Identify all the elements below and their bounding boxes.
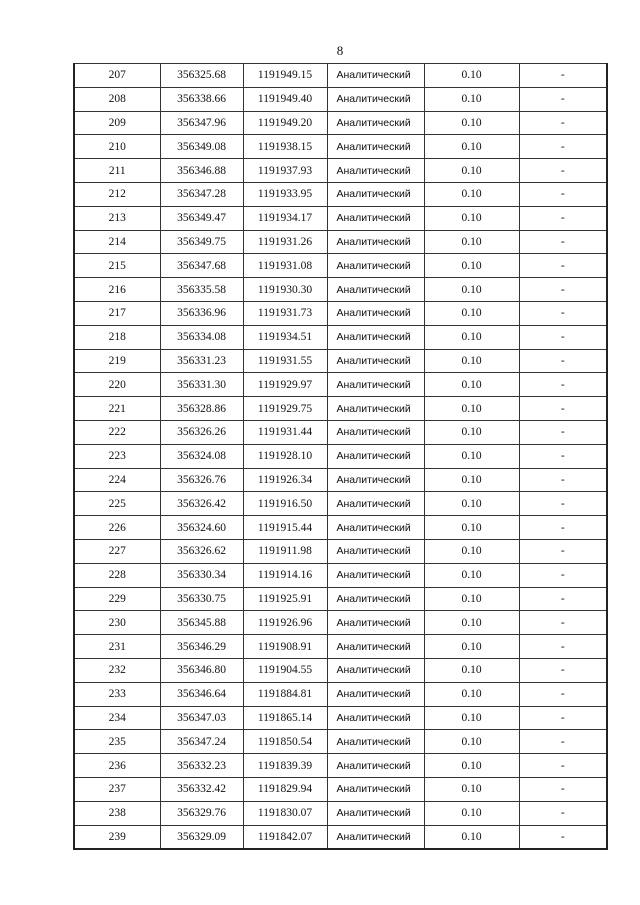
description-cell: - [519, 182, 607, 206]
y-coordinate-cell: 1191931.08 [243, 254, 327, 278]
table-row [74, 777, 607, 801]
table-row [74, 444, 607, 468]
y-coordinate-cell: 1191839.39 [243, 754, 327, 778]
accuracy-cell: 0.10 [424, 182, 519, 206]
description-cell: - [519, 587, 607, 611]
method-cell: Аналитический [327, 301, 424, 325]
description-cell: - [519, 635, 607, 659]
table-row [74, 64, 607, 88]
description-cell: - [519, 301, 607, 325]
method-cell: Аналитический [327, 325, 424, 349]
method-cell: Аналитический [327, 278, 424, 302]
table-row [74, 658, 607, 682]
table-row [74, 397, 607, 421]
accuracy-cell: 0.10 [424, 658, 519, 682]
page-number: 8 [336, 43, 344, 58]
accuracy-cell: 0.10 [424, 754, 519, 778]
description-cell: - [519, 706, 607, 730]
x-coordinate-cell: 356334.08 [160, 325, 243, 349]
x-coordinate-cell: 356329.76 [160, 801, 243, 825]
point-number-cell: 219 [74, 349, 160, 373]
point-number-cell: 239 [74, 825, 160, 849]
accuracy-cell: 0.10 [424, 325, 519, 349]
table-row [74, 706, 607, 730]
x-coordinate-cell: 356335.58 [160, 278, 243, 302]
method-cell: Аналитический [327, 111, 424, 135]
point-number-cell: 215 [74, 254, 160, 278]
y-coordinate-cell: 1191931.73 [243, 301, 327, 325]
description-cell: - [519, 825, 607, 849]
coordinates-table [73, 63, 608, 850]
description-cell: - [519, 420, 607, 444]
point-number-cell: 230 [74, 611, 160, 635]
accuracy-cell: 0.10 [424, 254, 519, 278]
method-cell: Аналитический [327, 159, 424, 183]
method-cell: Аналитический [327, 777, 424, 801]
accuracy-cell: 0.10 [424, 587, 519, 611]
accuracy-cell: 0.10 [424, 206, 519, 230]
description-cell: - [519, 111, 607, 135]
y-coordinate-cell: 1191925.91 [243, 587, 327, 611]
x-coordinate-cell: 356349.08 [160, 135, 243, 159]
point-number-cell: 228 [74, 563, 160, 587]
table-row [74, 801, 607, 825]
description-cell: - [519, 206, 607, 230]
method-cell: Аналитический [327, 754, 424, 778]
x-coordinate-cell: 356347.03 [160, 706, 243, 730]
point-number-cell: 229 [74, 587, 160, 611]
table-row [74, 349, 607, 373]
description-cell: - [519, 254, 607, 278]
accuracy-cell: 0.10 [424, 444, 519, 468]
description-cell: - [519, 159, 607, 183]
method-cell: Аналитический [327, 230, 424, 254]
method-cell: Аналитический [327, 64, 424, 88]
table-row [74, 754, 607, 778]
accuracy-cell: 0.10 [424, 301, 519, 325]
method-cell: Аналитический [327, 825, 424, 849]
x-coordinate-cell: 356346.88 [160, 159, 243, 183]
description-cell: - [519, 468, 607, 492]
description-cell: - [519, 230, 607, 254]
accuracy-cell: 0.10 [424, 278, 519, 302]
description-cell: - [519, 278, 607, 302]
point-number-cell: 218 [74, 325, 160, 349]
point-number-cell: 233 [74, 682, 160, 706]
accuracy-cell: 0.10 [424, 563, 519, 587]
description-cell: - [519, 492, 607, 516]
description-cell: - [519, 64, 607, 88]
point-number-cell: 211 [74, 159, 160, 183]
y-coordinate-cell: 1191865.14 [243, 706, 327, 730]
x-coordinate-cell: 356346.64 [160, 682, 243, 706]
x-coordinate-cell: 356324.60 [160, 516, 243, 540]
accuracy-cell: 0.10 [424, 706, 519, 730]
y-coordinate-cell: 1191850.54 [243, 730, 327, 754]
description-cell: - [519, 730, 607, 754]
x-coordinate-cell: 356326.76 [160, 468, 243, 492]
method-cell: Аналитический [327, 611, 424, 635]
description-cell: - [519, 682, 607, 706]
point-number-cell: 224 [74, 468, 160, 492]
accuracy-cell: 0.10 [424, 135, 519, 159]
method-cell: Аналитический [327, 468, 424, 492]
point-number-cell: 209 [74, 111, 160, 135]
method-cell: Аналитический [327, 682, 424, 706]
table-row [74, 587, 607, 611]
accuracy-cell: 0.10 [424, 349, 519, 373]
coordinates-table-body [74, 64, 607, 850]
y-coordinate-cell: 1191926.34 [243, 468, 327, 492]
accuracy-cell: 0.10 [424, 516, 519, 540]
description-cell: - [519, 349, 607, 373]
description-cell: - [519, 563, 607, 587]
y-coordinate-cell: 1191829.94 [243, 777, 327, 801]
y-coordinate-cell: 1191916.50 [243, 492, 327, 516]
method-cell: Аналитический [327, 563, 424, 587]
method-cell: Аналитический [327, 492, 424, 516]
y-coordinate-cell: 1191911.98 [243, 539, 327, 563]
y-coordinate-cell: 1191904.55 [243, 658, 327, 682]
table-row [74, 825, 607, 849]
point-number-cell: 237 [74, 777, 160, 801]
table-row [74, 420, 607, 444]
method-cell: Аналитический [327, 397, 424, 421]
method-cell: Аналитический [327, 420, 424, 444]
description-cell: - [519, 397, 607, 421]
y-coordinate-cell: 1191928.10 [243, 444, 327, 468]
point-number-cell: 226 [74, 516, 160, 540]
accuracy-cell: 0.10 [424, 397, 519, 421]
point-number-cell: 221 [74, 397, 160, 421]
accuracy-cell: 0.10 [424, 492, 519, 516]
method-cell: Аналитический [327, 730, 424, 754]
method-cell: Аналитический [327, 706, 424, 730]
accuracy-cell: 0.10 [424, 611, 519, 635]
table-row [74, 87, 607, 111]
method-cell: Аналитический [327, 206, 424, 230]
accuracy-cell: 0.10 [424, 64, 519, 88]
accuracy-cell: 0.10 [424, 87, 519, 111]
accuracy-cell: 0.10 [424, 373, 519, 397]
method-cell: Аналитический [327, 182, 424, 206]
table-row [74, 182, 607, 206]
y-coordinate-cell: 1191949.15 [243, 64, 327, 88]
point-number-cell: 232 [74, 658, 160, 682]
point-number-cell: 222 [74, 420, 160, 444]
description-cell: - [519, 325, 607, 349]
table-row [74, 254, 607, 278]
point-number-cell: 236 [74, 754, 160, 778]
y-coordinate-cell: 1191949.40 [243, 87, 327, 111]
description-cell: - [519, 516, 607, 540]
accuracy-cell: 0.10 [424, 111, 519, 135]
x-coordinate-cell: 356338.66 [160, 87, 243, 111]
x-coordinate-cell: 356326.62 [160, 539, 243, 563]
accuracy-cell: 0.10 [424, 420, 519, 444]
point-number-cell: 223 [74, 444, 160, 468]
x-coordinate-cell: 356326.26 [160, 420, 243, 444]
x-coordinate-cell: 356346.80 [160, 658, 243, 682]
table-row [74, 730, 607, 754]
x-coordinate-cell: 356326.42 [160, 492, 243, 516]
point-number-cell: 220 [74, 373, 160, 397]
x-coordinate-cell: 356347.28 [160, 182, 243, 206]
table-row [74, 611, 607, 635]
y-coordinate-cell: 1191842.07 [243, 825, 327, 849]
method-cell: Аналитический [327, 254, 424, 278]
point-number-cell: 208 [74, 87, 160, 111]
y-coordinate-cell: 1191934.17 [243, 206, 327, 230]
method-cell: Аналитический [327, 349, 424, 373]
accuracy-cell: 0.10 [424, 825, 519, 849]
x-coordinate-cell: 356332.23 [160, 754, 243, 778]
y-coordinate-cell: 1191931.26 [243, 230, 327, 254]
point-number-cell: 235 [74, 730, 160, 754]
x-coordinate-cell: 356347.24 [160, 730, 243, 754]
description-cell: - [519, 754, 607, 778]
description-cell: - [519, 777, 607, 801]
y-coordinate-cell: 1191931.44 [243, 420, 327, 444]
description-cell: - [519, 87, 607, 111]
point-number-cell: 214 [74, 230, 160, 254]
y-coordinate-cell: 1191934.51 [243, 325, 327, 349]
method-cell: Аналитический [327, 587, 424, 611]
point-number-cell: 207 [74, 64, 160, 88]
description-cell: - [519, 801, 607, 825]
description-cell: - [519, 135, 607, 159]
x-coordinate-cell: 356346.29 [160, 635, 243, 659]
description-cell: - [519, 658, 607, 682]
table-row [74, 373, 607, 397]
y-coordinate-cell: 1191933.95 [243, 182, 327, 206]
y-coordinate-cell: 1191908.91 [243, 635, 327, 659]
x-coordinate-cell: 356332.42 [160, 777, 243, 801]
method-cell: Аналитический [327, 444, 424, 468]
accuracy-cell: 0.10 [424, 159, 519, 183]
description-cell: - [519, 444, 607, 468]
table-row [74, 301, 607, 325]
x-coordinate-cell: 356330.34 [160, 563, 243, 587]
table-row [74, 563, 607, 587]
method-cell: Аналитический [327, 635, 424, 659]
x-coordinate-cell: 356345.88 [160, 611, 243, 635]
method-cell: Аналитический [327, 658, 424, 682]
x-coordinate-cell: 356336.96 [160, 301, 243, 325]
y-coordinate-cell: 1191938.15 [243, 135, 327, 159]
x-coordinate-cell: 356347.68 [160, 254, 243, 278]
point-number-cell: 213 [74, 206, 160, 230]
table-row [74, 278, 607, 302]
accuracy-cell: 0.10 [424, 801, 519, 825]
point-number-cell: 231 [74, 635, 160, 659]
point-number-cell: 234 [74, 706, 160, 730]
x-coordinate-cell: 356349.75 [160, 230, 243, 254]
y-coordinate-cell: 1191884.81 [243, 682, 327, 706]
y-coordinate-cell: 1191926.96 [243, 611, 327, 635]
x-coordinate-cell: 356328.86 [160, 397, 243, 421]
description-cell: - [519, 539, 607, 563]
y-coordinate-cell: 1191914.16 [243, 563, 327, 587]
y-coordinate-cell: 1191931.55 [243, 349, 327, 373]
accuracy-cell: 0.10 [424, 777, 519, 801]
table-row [74, 539, 607, 563]
table-row [74, 230, 607, 254]
x-coordinate-cell: 356347.96 [160, 111, 243, 135]
point-number-cell: 216 [74, 278, 160, 302]
accuracy-cell: 0.10 [424, 468, 519, 492]
method-cell: Аналитический [327, 135, 424, 159]
point-number-cell: 225 [74, 492, 160, 516]
point-number-cell: 217 [74, 301, 160, 325]
method-cell: Аналитический [327, 516, 424, 540]
y-coordinate-cell: 1191930.30 [243, 278, 327, 302]
table-row [74, 325, 607, 349]
table-row [74, 206, 607, 230]
description-cell: - [519, 611, 607, 635]
table-row [74, 135, 607, 159]
point-number-cell: 227 [74, 539, 160, 563]
x-coordinate-cell: 356324.08 [160, 444, 243, 468]
y-coordinate-cell: 1191929.75 [243, 397, 327, 421]
method-cell: Аналитический [327, 801, 424, 825]
method-cell: Аналитический [327, 373, 424, 397]
table-row [74, 635, 607, 659]
x-coordinate-cell: 356331.30 [160, 373, 243, 397]
accuracy-cell: 0.10 [424, 682, 519, 706]
table-row [74, 111, 607, 135]
description-cell: - [519, 373, 607, 397]
x-coordinate-cell: 356325.68 [160, 64, 243, 88]
method-cell: Аналитический [327, 87, 424, 111]
y-coordinate-cell: 1191949.20 [243, 111, 327, 135]
accuracy-cell: 0.10 [424, 230, 519, 254]
x-coordinate-cell: 356330.75 [160, 587, 243, 611]
table-row [74, 492, 607, 516]
accuracy-cell: 0.10 [424, 730, 519, 754]
x-coordinate-cell: 356329.09 [160, 825, 243, 849]
table-row [74, 468, 607, 492]
point-number-cell: 212 [74, 182, 160, 206]
method-cell: Аналитический [327, 539, 424, 563]
table-row [74, 682, 607, 706]
accuracy-cell: 0.10 [424, 635, 519, 659]
y-coordinate-cell: 1191929.97 [243, 373, 327, 397]
y-coordinate-cell: 1191915.44 [243, 516, 327, 540]
x-coordinate-cell: 356331.23 [160, 349, 243, 373]
x-coordinate-cell: 356349.47 [160, 206, 243, 230]
table-row [74, 516, 607, 540]
point-number-cell: 238 [74, 801, 160, 825]
table-row [74, 159, 607, 183]
point-number-cell: 210 [74, 135, 160, 159]
y-coordinate-cell: 1191937.93 [243, 159, 327, 183]
accuracy-cell: 0.10 [424, 539, 519, 563]
y-coordinate-cell: 1191830.07 [243, 801, 327, 825]
